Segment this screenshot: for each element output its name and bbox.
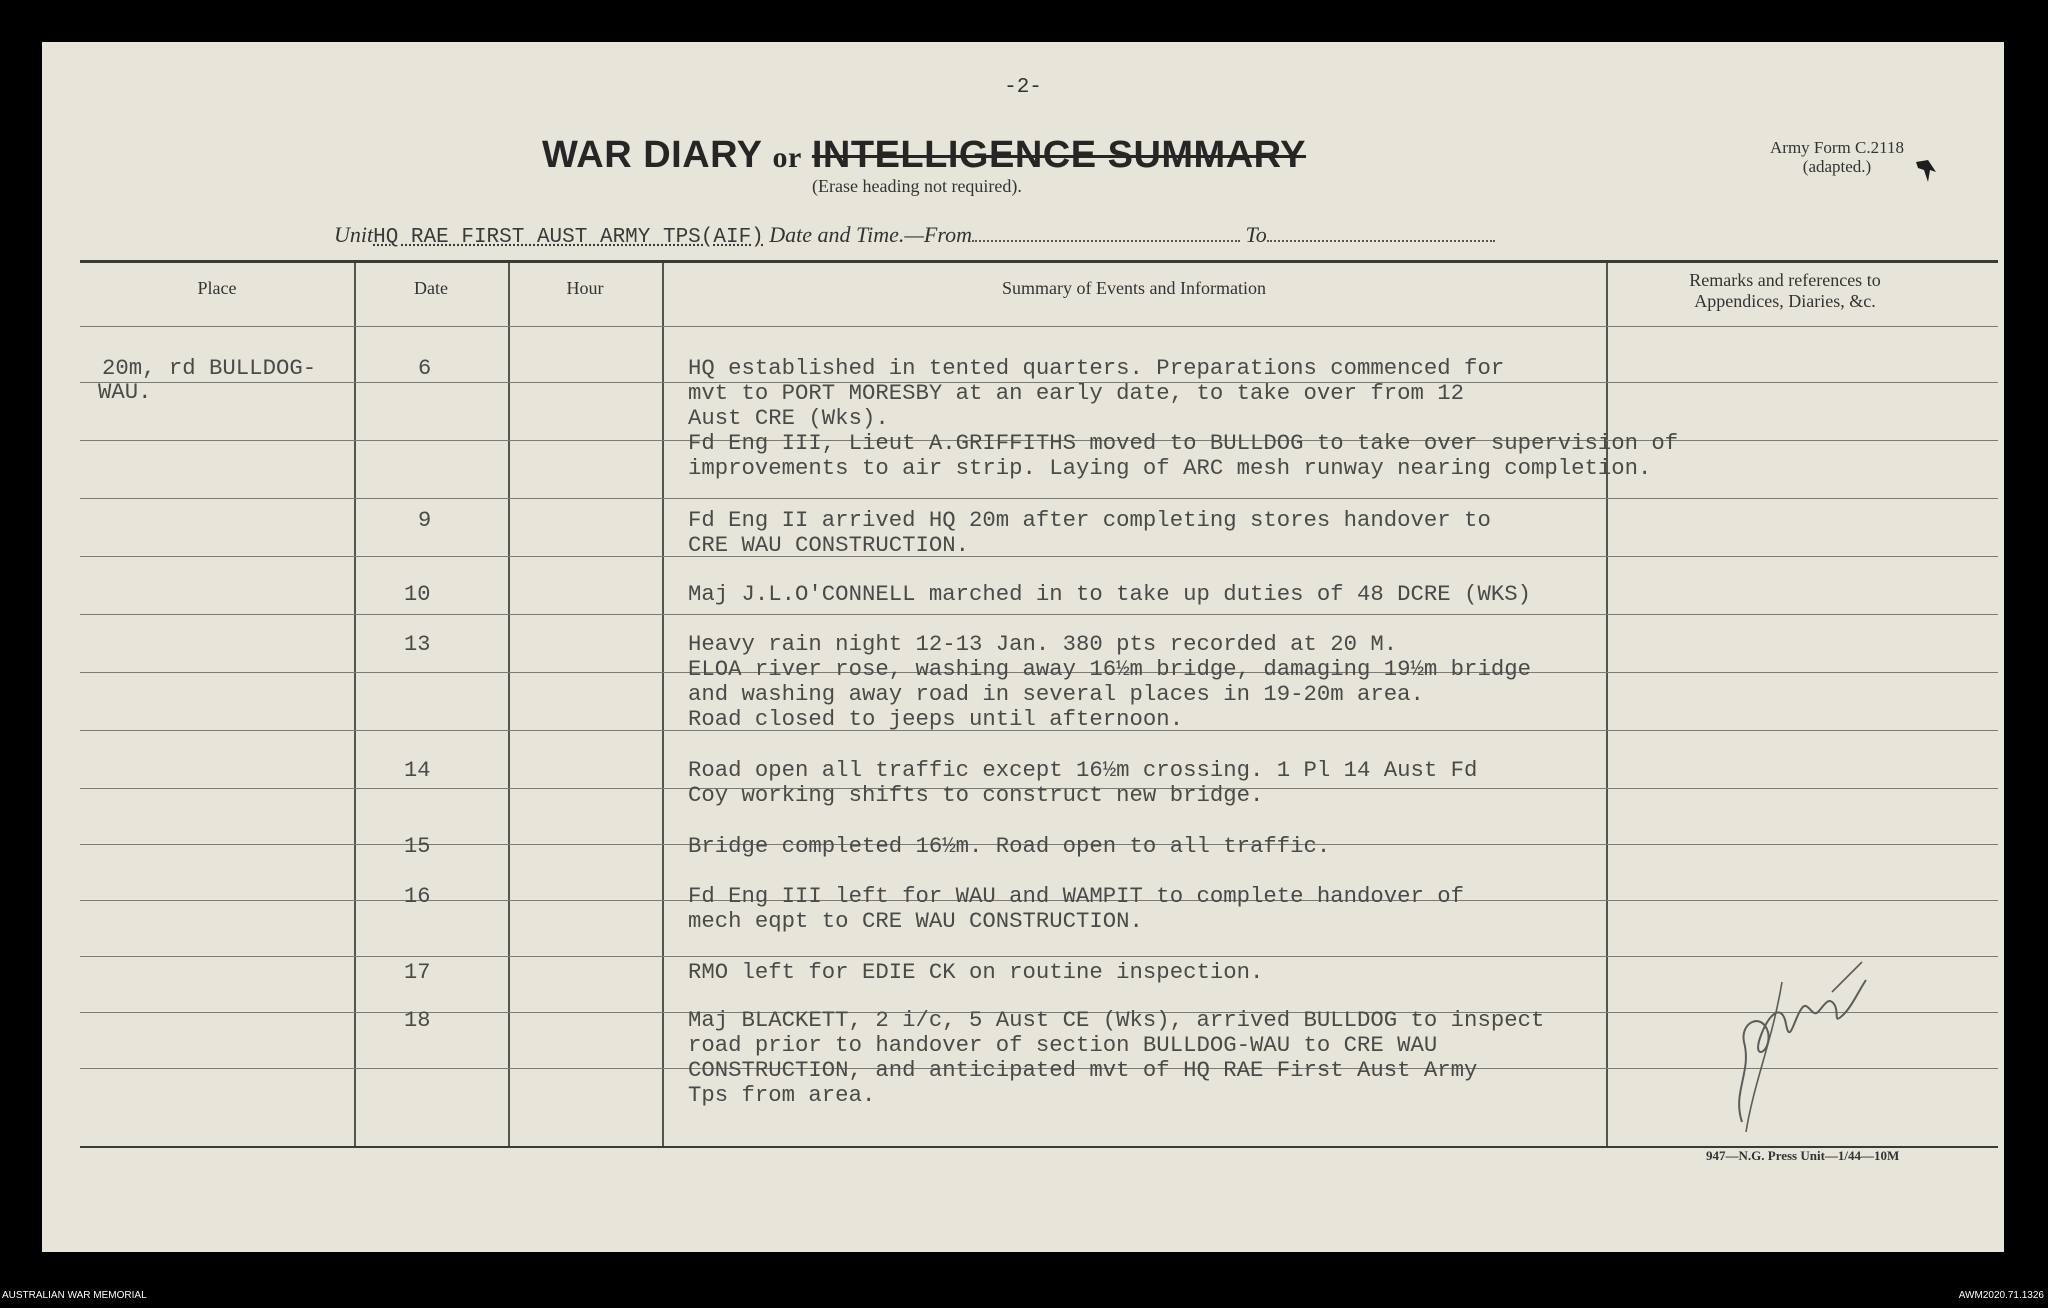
date-cell: 10 xyxy=(404,582,431,607)
summary-line: Aust CRE (Wks). xyxy=(688,405,889,431)
summary-line: HQ established in tented quarters. Preparations commenced for xyxy=(688,355,1505,381)
summary-line: Bridge completed 16½m. Road open to all traffic. xyxy=(688,833,1331,859)
army-form-label xyxy=(1742,138,1932,176)
diary-page xyxy=(42,42,2004,1252)
army-form-adapted: (adapted.) xyxy=(1802,157,1872,176)
column-divider-remarks xyxy=(1606,263,1608,1146)
summary-line: CRE WAU CONSTRUCTION. xyxy=(688,532,969,558)
summary-line: Maj BLACKETT, 2 i/c, 5 Aust CE (Wks), arrived BULLDOG to inspect xyxy=(688,1007,1545,1033)
handwritten-signature-icon xyxy=(1682,922,1912,1152)
summary-line: CONSTRUCTION, and anticipated mvt of HQ RAE First Aust Army xyxy=(688,1057,1478,1083)
summary-line: improvements to air strip. Laying of ARC mesh runway nearing completion. xyxy=(688,455,1652,481)
header-hour: Hour xyxy=(566,278,604,298)
row-rule xyxy=(80,614,1998,615)
summary-line: Fd Eng III, Lieut A.GRIFFITHS moved to BULLDOG to take over supervision of xyxy=(688,430,1679,456)
date-cell: 6 xyxy=(418,356,432,381)
title-intelligence-summary: INTELLIGENCE SUMMARY xyxy=(811,134,1307,176)
header-remarks xyxy=(1606,270,1964,312)
column-divider-hour xyxy=(508,263,510,1146)
archive-caption-left: AUSTRALIAN WAR MEMORIAL xyxy=(2,1290,147,1301)
column-divider-date xyxy=(354,263,356,1146)
header-date: Date xyxy=(414,278,448,298)
date-time-label: Date and Time.—From xyxy=(769,222,972,247)
summary-line: Heavy rain night 12-13 Jan. 380 pts recorded at 20 M. xyxy=(688,631,1398,657)
place-entry-line2: WAU. xyxy=(98,379,152,405)
summary-line: Maj J.L.O'CONNELL marched in to take up duties of 48 DCRE (WKS) xyxy=(688,581,1531,607)
title-or: or xyxy=(772,141,802,174)
date-cell: 16 xyxy=(404,884,431,909)
row-rule xyxy=(80,498,1998,499)
header-remarks-line2: Appendices, Diaries, &c. xyxy=(1694,291,1876,311)
summary-line: Tps from area. xyxy=(688,1082,876,1108)
summary-line: mech eqpt to CRE WAU CONSTRUCTION. xyxy=(688,908,1143,934)
summary-line: Fd Eng III left for WAU and WAMPIT to complete handover of xyxy=(688,883,1465,909)
unit-label: Unit xyxy=(334,222,374,247)
place-entry-line1: 20m, rd BULLDOG- xyxy=(102,355,317,381)
punch-hole-mark-icon xyxy=(1914,158,1938,184)
to-label: To xyxy=(1245,222,1267,247)
unit-line xyxy=(334,222,1495,249)
unit-value: HQ RAE FIRST AUST ARMY TPS(AIF) xyxy=(373,226,764,249)
summary-line: Coy working shifts to construct new bridge. xyxy=(688,782,1264,808)
table-top-rule xyxy=(80,260,1998,263)
column-divider-summary xyxy=(662,263,664,1146)
date-cell: 9 xyxy=(418,508,432,533)
row-rule xyxy=(80,556,1998,557)
page-number: -2- xyxy=(1004,76,1042,99)
summary-line: ELOA river rose, washing away 16½m bridge, damaging 19½m bridge xyxy=(688,656,1531,682)
form-title xyxy=(542,134,1306,177)
date-cell: 13 xyxy=(404,632,431,657)
date-cell: 18 xyxy=(404,1008,431,1033)
army-form-number: Army Form C.2118 xyxy=(1770,138,1904,157)
header-place: Place xyxy=(197,278,237,298)
erase-note: (Erase heading not required). xyxy=(812,176,1022,196)
summary-line: Road closed to jeeps until afternoon. xyxy=(688,706,1184,732)
header-remarks-line1: Remarks and references to xyxy=(1689,270,1881,290)
header-summary: Summary of Events and Information xyxy=(1002,278,1266,298)
date-cell: 17 xyxy=(404,960,431,985)
summary-line: Road open all traffic except 16½m crossing. 1 Pl 14 Aust Fd xyxy=(688,757,1478,783)
summary-line: Fd Eng II arrived HQ 20m after completing stores handover to xyxy=(688,507,1491,533)
summary-line: mvt to PORT MORESBY at an early date, to take over from 12 xyxy=(688,380,1465,406)
date-cell: 14 xyxy=(404,758,431,783)
printer-code: 947—N.G. Press Unit—1/44—10M xyxy=(1706,1148,1900,1163)
summary-line: road prior to handover of section BULLDOG-WAU to CRE WAU xyxy=(688,1032,1438,1058)
date-cell: 15 xyxy=(404,834,431,859)
to-dotted-field xyxy=(1267,224,1495,242)
summary-line: RMO left for EDIE CK on routine inspection. xyxy=(688,959,1264,985)
from-dotted-field xyxy=(972,224,1240,242)
archive-caption-right: AWM2020.71.1326 xyxy=(1958,1290,2044,1301)
summary-line: and washing away road in several places in 19-20m area. xyxy=(688,681,1424,707)
title-war-diary: WAR DIARY xyxy=(542,134,763,176)
row-rule xyxy=(80,326,1998,327)
